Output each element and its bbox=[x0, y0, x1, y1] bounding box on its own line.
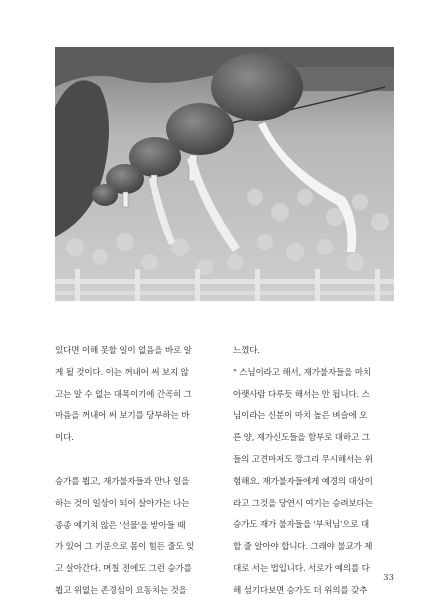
text-line: 님이라는 신분이 마치 높은 벼슬에 오 bbox=[233, 411, 368, 422]
text-line: 할 줄 알아야 합니다. 그래야 불교가 제 bbox=[233, 542, 373, 553]
text-line: 가 있어 그 기운으로 몸이 힘든 줄도 잊 bbox=[55, 542, 195, 553]
text-line: 느꼈다. bbox=[233, 346, 260, 356]
text-line: 게 될 것이다. 이는 꺼내어 써 보지 않 bbox=[55, 367, 189, 378]
lantern-photo-image bbox=[55, 47, 394, 301]
text-line: 고 살아간다. 며칠 전에도 그런 승가를 bbox=[55, 564, 192, 575]
right-text-column bbox=[233, 341, 393, 603]
text-line: 승가를 뵙고, 재가불자들과 만나 일을 bbox=[55, 476, 190, 487]
text-line: 마음을 꺼내어 써 보기를 당부하는 바 bbox=[55, 411, 190, 422]
page-number: 33 bbox=[383, 573, 394, 583]
lantern-photo bbox=[55, 47, 394, 301]
text-line: 이다. bbox=[55, 433, 74, 444]
text-line: " 스님이라고 해서, 재가불자들을 마치 bbox=[233, 367, 371, 378]
text-line: 아랫사람 다루듯 해서는 안 됩니다. 스 bbox=[233, 389, 370, 400]
text-line: 승가도 재가 불자들을 '부처님'으로 대 bbox=[233, 520, 369, 531]
left-text-column bbox=[55, 341, 215, 603]
text-line: 대로 서는 법입니다. 서로가 예의를 다 bbox=[233, 563, 370, 574]
text-line: 뵙고 위없는 존경심이 요동치는 것을 bbox=[55, 585, 187, 596]
text-line: 험해요. 재가불자들에게 예경의 대상이 bbox=[233, 476, 373, 487]
text-line: 라고 그것을 당연시 여기는 승려보다는 bbox=[233, 498, 373, 509]
text-line: 종종 예기치 않은 '선물'을 받아들 때 bbox=[55, 520, 186, 531]
text-line: 들의 고견마저도 깡그리 무시해서는 위 bbox=[233, 454, 373, 465]
text-line: 고는 알 수 없는 대목이기에 간곡히 그 bbox=[55, 389, 192, 400]
text-line: 른 양, 재가신도들을 함부로 대하고 그 bbox=[233, 433, 370, 444]
text-line: 있다면 이해 못할 일이 없음을 바로 알 bbox=[55, 346, 192, 356]
text-line: 하는 것이 일상이 되어 살아가는 나는 bbox=[55, 498, 190, 509]
text-line: 해 섬기다보면 승가도 더 위의를 갖추 bbox=[233, 585, 368, 596]
paragraph-gap bbox=[55, 450, 215, 472]
